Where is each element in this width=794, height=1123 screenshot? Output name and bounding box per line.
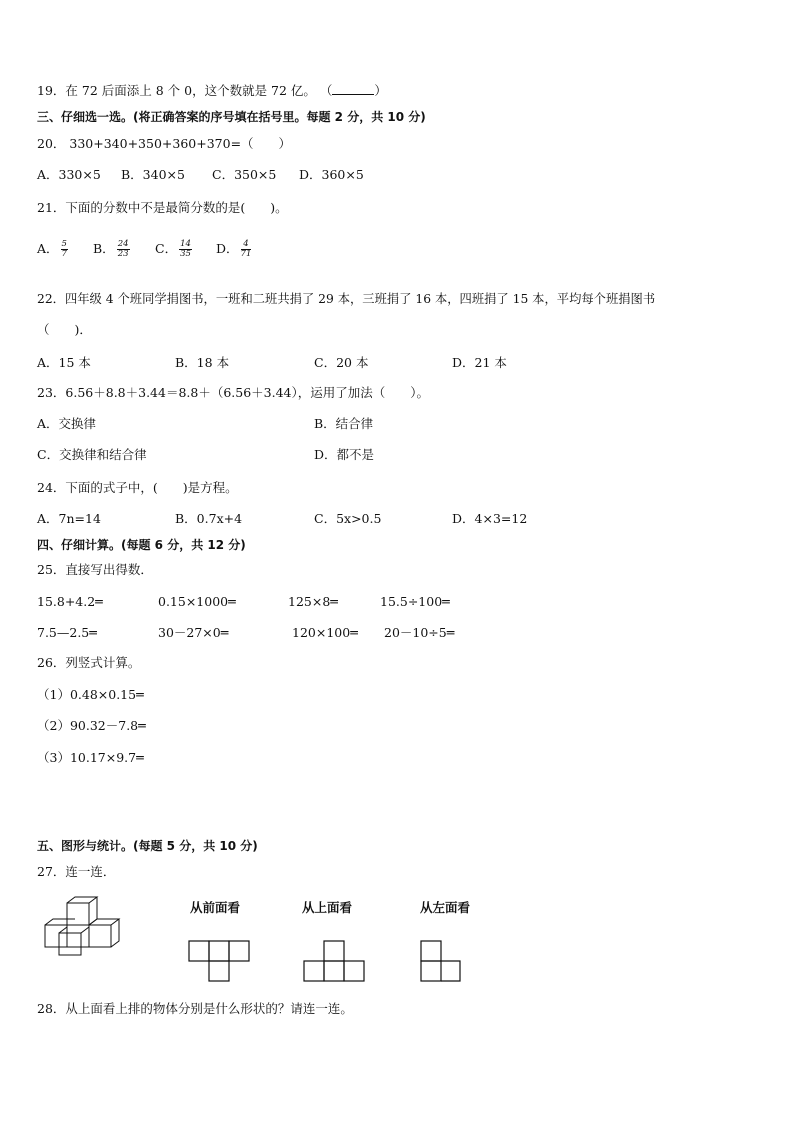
question-20: 20． 330+340+350+360+370=（ ） xyxy=(37,136,292,151)
fraction xyxy=(61,240,68,259)
q25-item: 120×100═ xyxy=(292,625,358,640)
question-22: 22．四年级 4 个班同学捐图书，一班和二班共捐了 29 本，三班捐了 16 本，四班捐了 15 本，平均每个班捐图书 xyxy=(37,292,656,306)
option-label: A． xyxy=(37,241,59,256)
fraction xyxy=(241,240,252,259)
denominator: 7 xyxy=(61,249,67,259)
q23-option-c[interactable]: C．交换律和结合律 xyxy=(37,447,147,462)
q20-option-d[interactable]: D．360×5 xyxy=(299,167,364,182)
q24-option-d[interactable]: D．4×3=12 xyxy=(452,511,528,526)
question-25: 25．直接写出得数． xyxy=(37,562,153,577)
view-shape-stack[interactable] xyxy=(420,940,468,986)
q26-item-1: （1）0.48×0.15═ xyxy=(37,687,144,702)
q25-item: 15.8+4.2═ xyxy=(37,594,103,609)
q21-option-b[interactable] xyxy=(93,240,130,259)
q25-item: 0.15×1000═ xyxy=(158,594,236,609)
view-label-front: 从前面看 xyxy=(190,900,241,915)
q23-option-d[interactable]: D．都不是 xyxy=(314,447,375,462)
q24-option-a[interactable]: A．7n=14 xyxy=(37,511,101,526)
answer-blank[interactable] xyxy=(332,82,374,95)
cube-stack-figure xyxy=(42,895,142,965)
q21-option-d[interactable] xyxy=(216,240,251,259)
numerator: 24 xyxy=(117,239,129,249)
question-28: 28．从上面看上排的物体分别是什么形状的？请连一连。 xyxy=(37,1001,353,1016)
q21-option-a[interactable] xyxy=(37,240,68,259)
section-3-heading: 三、仔细选一选。(将正确答案的序号填在括号里。每题 2 分，共 10 分) xyxy=(37,110,426,124)
section-4-heading: 四、仔细计算。(每题 6 分，共 12 分) xyxy=(37,538,246,552)
q26-item-2: （2）90.32－7.8═ xyxy=(37,718,146,733)
option-label: B． xyxy=(93,241,115,256)
q23-option-b[interactable]: B．结合律 xyxy=(314,416,374,431)
q22-option-b[interactable]: B．18 本 xyxy=(175,355,230,370)
view-label-top: 从上面看 xyxy=(302,900,353,915)
question-23: 23．6.56＋8.8＋3.44＝8.8＋（6.56＋3.44），运用了加法（ ）。 xyxy=(37,385,429,400)
q21-option-c[interactable] xyxy=(155,240,192,259)
fraction xyxy=(179,240,192,259)
section-5-heading: 五、图形与统计。(每题 5 分，共 10 分) xyxy=(37,839,258,853)
denominator: 23 xyxy=(117,249,129,259)
numerator: 4 xyxy=(241,240,252,250)
q20-option-c[interactable]: C．350×5 xyxy=(212,167,277,182)
q25-item: 15.5÷100═ xyxy=(380,594,450,609)
q22-option-d[interactable]: D．21 本 xyxy=(452,355,507,370)
q20-option-b[interactable]: B．340×5 xyxy=(121,167,185,182)
numerator: 14 xyxy=(180,239,191,249)
q20-option-a[interactable]: A．330×5 xyxy=(37,167,101,182)
denominator: 71 xyxy=(240,249,252,259)
question-22-blank: （ )． xyxy=(37,322,92,337)
option-label: D． xyxy=(216,241,239,256)
q22-option-c[interactable]: C．20 本 xyxy=(314,355,369,370)
q25-item: 30－27×0═ xyxy=(158,625,229,640)
q23-option-a[interactable]: A．交换律 xyxy=(37,416,97,431)
question-19 xyxy=(37,82,387,99)
view-shape-inverted-t[interactable] xyxy=(303,940,367,986)
question-27: 27．连一连． xyxy=(37,864,116,879)
fraction xyxy=(117,240,130,259)
option-label: C． xyxy=(155,241,178,256)
numerator: 5 xyxy=(61,239,67,249)
question-26: 26．列竖式计算。 xyxy=(37,655,141,670)
question-24: 24．下面的式子中，( )是方程。 xyxy=(37,480,238,495)
question-19-text: 19．在 72 后面添上 8 个 0，这个数就是 72 亿。 （ xyxy=(37,83,333,98)
q24-option-b[interactable]: B．0.7x+4 xyxy=(175,511,243,526)
q22-option-a[interactable]: A．15 本 xyxy=(37,355,91,370)
question-21: 21．下面的分数中不是最简分数的是( )。 xyxy=(37,200,288,215)
view-label-left: 从左面看 xyxy=(420,900,471,915)
q25-item: 20－10÷5═ xyxy=(384,625,455,640)
q24-option-c[interactable]: C．5x>0.5 xyxy=(314,511,382,526)
question-19-close: ） xyxy=(374,83,387,98)
q26-item-3: （3）10.17×9.7═ xyxy=(37,750,144,765)
q25-item: 7.5—2.5═ xyxy=(37,625,97,640)
denominator: 35 xyxy=(180,249,191,259)
view-shape-t[interactable] xyxy=(188,940,252,986)
q25-item: 125×8═ xyxy=(288,594,338,609)
